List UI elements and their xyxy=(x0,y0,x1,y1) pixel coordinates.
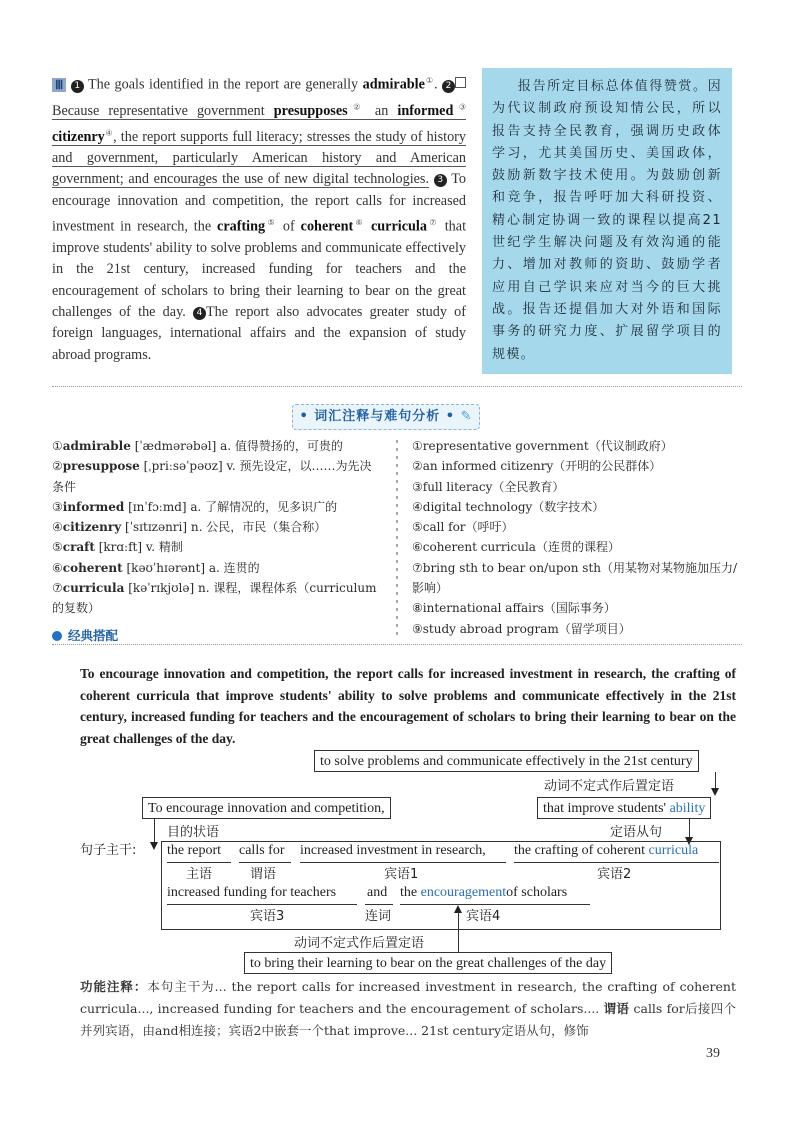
chinese-translation-box: 报告所定目标总体值得赞赏。因为代议制政府预设知情公民，所以报告支持全民教育，强调历史政体学习，尤其美国历史、美国政体，鼓励新数字技术使用。为鼓励创新和竞争，报告呼吁加大科研投资、精心制定协调一致的课程以提高21世纪学生解决问题及有效沟通的能力、增加对教师的资助、鼓励学者应用自己学识来应对当今的巨大挑战。报告还提倡加大对外语和国际事务的研究力度、扩展留学项目的规模。 xyxy=(482,68,732,374)
phrase-item: ②an informed citizenry（开明的公民群体） xyxy=(412,459,662,474)
divider-line xyxy=(52,644,742,645)
box-purpose: To encourage innovation and competition, xyxy=(142,797,391,819)
section-roman-numeral: Ⅲ xyxy=(52,78,66,92)
object-1: increased investment in research, xyxy=(300,843,486,858)
sentence-number-4: 4 xyxy=(193,307,206,320)
vocab-item: ⑦curricula [kəˈrɪkjʊlə] n. 课程，课程体系（curriculum 的复数） xyxy=(52,581,377,616)
label-infinitive-1: 动词不定式作后置定语 xyxy=(544,779,675,794)
function-notes: 功能注释：本句主干为... the report calls for increased investment in research, the crafting of coherent curricula..., increased funding for teachers and the encouragement of scholars.... 谓语 calls for后接四个并列宾语，由and相连接；宾语2中嵌套一个that improve... 21st century定语从句，修饰 xyxy=(80,979,736,1038)
phrase-item: ③full literacy（全民教育） xyxy=(412,479,565,494)
underlined-sentence-2: Because representative government presupposes② an informed③ citizenry④, the report supports full literacy; stresses the study of history and government, particularly American history and American government; and encourages the use of new digital technologies. xyxy=(52,102,467,188)
sentence-number-3: 3 xyxy=(434,174,447,187)
vocab-item: ④citizenry [ˈsɪtɪzənri] n. 公民，市民（集合称） xyxy=(52,520,327,535)
subject: the report xyxy=(167,843,222,858)
phrase-item: ⑥coherent curricula（连贯的课程） xyxy=(412,540,620,555)
predicate: calls for xyxy=(239,843,285,858)
vocab-admirable: admirable xyxy=(362,76,425,93)
box-to-solve: to solve problems and communicate effectively in the 21st century xyxy=(314,750,699,772)
section-title: • 词汇注释与难句分析 • ✎ xyxy=(292,404,480,430)
collocation-heading: 经典搭配 xyxy=(52,626,118,644)
box-that-improve: that improve students' ability xyxy=(537,797,711,819)
object-3: increased funding for teachers xyxy=(167,885,337,900)
note-box-icon xyxy=(455,77,466,88)
label-attributive-clause: 定语从句 xyxy=(610,825,663,840)
english-passage: Ⅲ 1 The goals identified in the report are generally admirable①. 2 Because representative government presupposes② an informed③ citizenry④, the report supports full literacy; stresses the study of history and government, particularly American history and American government; and encourages the use of new digital technologies. 3 To encourage innovation and competition, the report calls for increased investment in research, the crafting⑤ of coherent⑥ curricula⑦ that improve students' ability to solve problems and communicate effectively in the 21st century, increased funding for teachers and the encouragement of scholars to bring their learning to bear on the great challenges of the day. 4 The report also advocates greater study of foreign languages, international affairs and the expansion of study abroad programs. xyxy=(52,76,467,363)
vocab-item: ⑥coherent [kəʊˈhɪərənt] a. 连贯的 xyxy=(52,560,260,575)
object-2: the crafting of coherent curricula xyxy=(514,843,699,858)
brush-icon: ✎ xyxy=(460,409,473,424)
phrase-item: ①representative government（代议制政府） xyxy=(412,439,673,453)
phrase-item: ⑨study abroad program（留学项目） xyxy=(412,621,631,636)
vocab-list-left xyxy=(52,436,382,619)
phrase-item: ⑤call for（呼吁） xyxy=(412,520,514,535)
phrase-item: ⑧international affairs（国际事务） xyxy=(412,601,616,616)
main-trunk-label: 句子主干: xyxy=(80,843,137,858)
vocab-list-right xyxy=(412,436,742,639)
column-divider xyxy=(396,440,398,638)
object-4: the encouragementof scholars xyxy=(400,885,568,900)
sentence-number-1: 1 xyxy=(71,80,84,93)
sentence-number-2: 2 xyxy=(442,80,455,93)
box-to-bring: to bring their learning to bear on the great challenges of the day xyxy=(244,952,612,974)
page-number: 39 xyxy=(706,1046,720,1061)
analyzed-sentence: To encourage innovation and competition, the report calls for increased investment in research, the crafting of coherent curricula that improve students' ability to solve problems and communicate effectively in the 21st century, increased funding for teachers and the encouragement of scholars to bring their learning to bear on the great challenges of the day. xyxy=(80,666,736,746)
vocab-item: ①admirable [ˈædmərəbəl] a. 值得赞扬的，可贵的 xyxy=(52,439,343,453)
label-purpose: 目的状语 xyxy=(167,825,220,840)
phrase-item: ④digital technology（数字技术） xyxy=(412,499,605,514)
phrase-item: ⑦bring sth to bear on/upon sth（用某物对某物施加压力/影响） xyxy=(412,560,738,596)
bullet-icon xyxy=(52,631,62,641)
divider-line xyxy=(52,386,742,387)
label-infinitive-2: 动词不定式作后置定语 xyxy=(294,936,425,951)
vocab-item: ⑤craft [krɑːft] v. 精制 xyxy=(52,540,183,555)
vocab-item: ②presuppose [ˌpriːsəˈpəʊz] v. 预先设定，以……为先决条件 xyxy=(52,459,372,494)
conjunction: and xyxy=(367,885,388,900)
vocab-item: ③informed [ɪnˈfɔːmd] a. 了解情况的，见多识广的 xyxy=(52,499,338,514)
